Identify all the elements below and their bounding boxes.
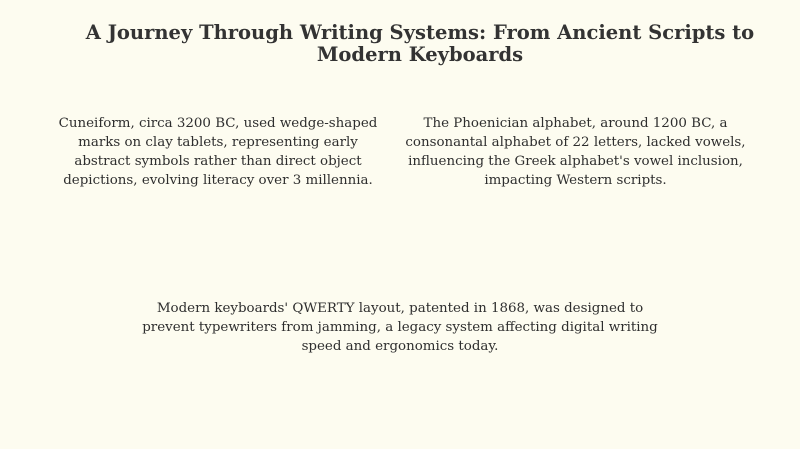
cuneiform-paragraph: Cuneiform, circa 3200 BC, used wedge-shaped marks on clay tablets, representing early abstract symbols rather than direct object depictions, evolving literacy over 3 millennia. — [58, 116, 378, 188]
phoenician-paragraph: The Phoenician alphabet, around 1200 BC, a consonantal alphabet of 22 letters, lacked vowels, influencing the Greek alphabet's vowel inclusion, impacting Western scripts. — [405, 116, 746, 188]
page-title: A Journey Through Writing Systems: From Ancient Scripts to Modern Keyboards — [85, 21, 755, 66]
keyboards-paragraph: Modern keyboards' QWERTY layout, patented in 1868, was designed to prevent typewriters from jamming, a legacy system affecting digital writing speed and ergonomics today. — [142, 301, 658, 354]
